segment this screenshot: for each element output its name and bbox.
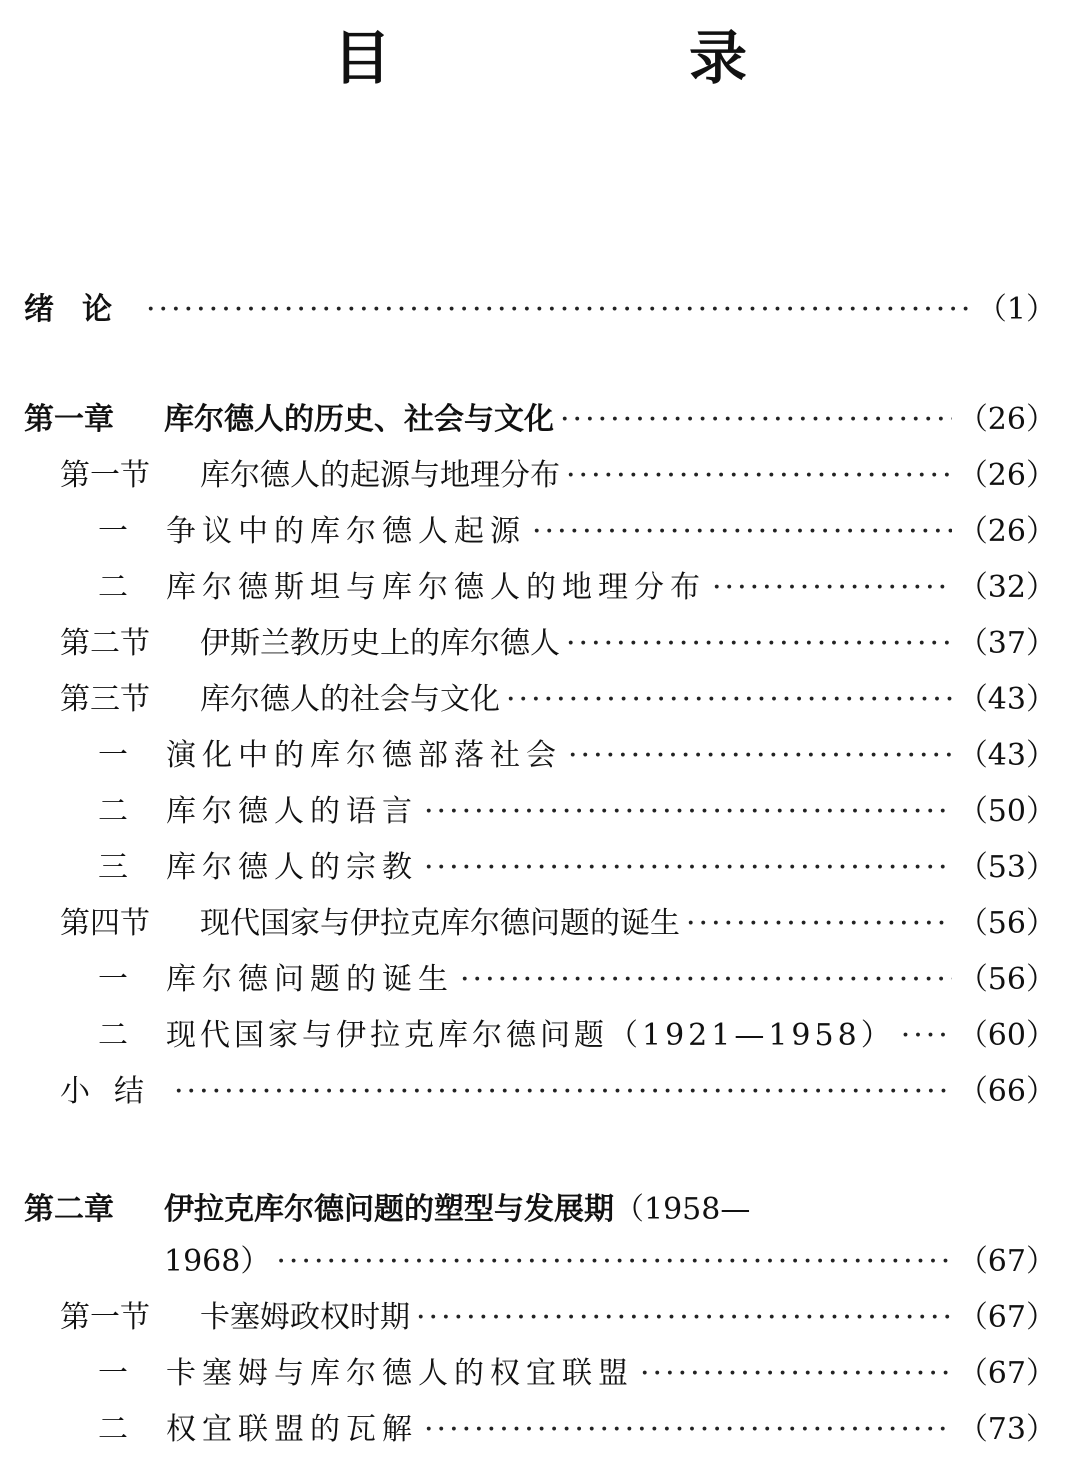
- toc-entry-number: 二: [98, 1412, 134, 1447]
- toc-entry-number: 二: [98, 1018, 132, 1053]
- toc-entry-title: 卡塞姆政权时期: [200, 1300, 410, 1335]
- toc-entry-page: （26）: [957, 458, 1056, 493]
- toc-entry-page: （26）: [957, 514, 1056, 549]
- toc-entry-page: （50）: [957, 794, 1056, 829]
- toc-entry-number: 一: [98, 1356, 134, 1391]
- toc-entry-chapter-2-cont: [0, 1236, 1080, 1288]
- toc-entry-number: 绪论: [24, 292, 140, 327]
- toc-leader-dots: [424, 842, 952, 894]
- toc-entry-page: （60）: [957, 1018, 1056, 1053]
- toc-entry-item: [0, 506, 1080, 558]
- toc-leader-dots: [416, 1292, 952, 1344]
- toc-entry-title: 库尔德人的历史、社会与文化: [164, 402, 554, 437]
- toc-entry-title: 库尔德问题的诞生: [166, 962, 454, 997]
- toc-entry-summary: [0, 1066, 1080, 1118]
- toc-leader-dots: [460, 954, 952, 1006]
- toc-entry-title: 卡塞姆与库尔德人的权宜联盟: [166, 1356, 634, 1391]
- toc-entry-title: 现代国家与伊拉克库尔德问题的诞生: [200, 906, 680, 941]
- toc-entry-title: 库尔德斯坦与库尔德人的地理分布: [166, 570, 706, 605]
- toc-entry-item: [0, 954, 1080, 1006]
- toc-leader-dots: [566, 450, 952, 502]
- toc-entry-number: 三: [98, 850, 134, 885]
- toc-entry-page: （67）: [957, 1356, 1056, 1391]
- toc-entry-page: （32）: [957, 570, 1056, 605]
- toc-entry-title: 伊拉克库尔德问题的塑型与发展期: [164, 1192, 614, 1227]
- toc-entry-title: 现代国家与伊拉克库尔德问题（1921—1958）: [166, 1018, 895, 1053]
- toc-leader-dots: [566, 618, 952, 670]
- toc-entry-page: （43）: [957, 682, 1056, 717]
- toc-entry-section-1-3: [0, 674, 1080, 726]
- toc-entry-page: （26）: [957, 402, 1056, 437]
- toc-leader-dots: [640, 1348, 952, 1400]
- toc-entry-number: 一: [98, 738, 134, 773]
- toc-entry-page: （67）: [957, 1300, 1056, 1335]
- toc-entry-number: 第二章: [24, 1192, 114, 1227]
- toc-leader-dots: [276, 1236, 951, 1288]
- toc-leader-dots: [532, 506, 952, 558]
- toc-entry-title: 伊斯兰教历史上的库尔德人: [200, 626, 560, 661]
- toc-entry-section-1-4: [0, 898, 1080, 950]
- toc-entry-page: （1）: [976, 292, 1056, 327]
- toc-leader-dots: [506, 674, 952, 726]
- toc-entry-number: 第四节: [60, 906, 150, 941]
- toc-entry-item: [0, 1010, 1080, 1062]
- toc-entry-chapter-1: [0, 394, 1080, 446]
- toc-entry-number: 小结: [60, 1074, 168, 1109]
- toc-leader-dots: [146, 284, 971, 336]
- toc-entry-page: （66）: [957, 1074, 1056, 1109]
- toc-entry-page: （56）: [957, 906, 1056, 941]
- toc-leader-dots: [424, 1404, 952, 1456]
- toc-entry-number: 第一节: [60, 1300, 150, 1335]
- toc-entry-number: 第一节: [60, 458, 150, 493]
- toc-leader-dots: [901, 1010, 952, 1062]
- toc-entry-item: [0, 786, 1080, 838]
- toc-entry-page: （37）: [957, 626, 1056, 661]
- toc-entry-section-2-1: [0, 1292, 1080, 1344]
- toc-entry-page: （56）: [957, 962, 1056, 997]
- toc-entry-number: 第一章: [24, 402, 114, 437]
- toc-entry-item: [0, 1404, 1080, 1456]
- toc-entry-section-1-2: [0, 618, 1080, 670]
- toc-entry-number: 一: [98, 962, 134, 997]
- toc-leader-dots: [424, 786, 952, 838]
- toc-leader-dots: [568, 730, 952, 782]
- toc-entry-item: [0, 842, 1080, 894]
- toc-entry-title: 争议中的库尔德人起源: [166, 514, 526, 549]
- toc-entry-title: 库尔德人的宗教: [166, 850, 418, 885]
- toc-leader-dots: [712, 562, 952, 614]
- toc-entry-item: [0, 1348, 1080, 1400]
- toc-entry-number: 二: [98, 794, 134, 829]
- toc-entry-page: （73）: [957, 1412, 1056, 1447]
- toc-entry-title: 演化中的库尔德部落社会: [166, 738, 562, 773]
- toc-entry-number: 第二节: [60, 626, 150, 661]
- toc-entry-title: 权宜联盟的瓦解: [166, 1412, 418, 1447]
- toc-entry-item: [0, 730, 1080, 782]
- toc-entry-number: 第三节: [60, 682, 150, 717]
- toc-entry-chapter-2-heading: [24, 1180, 1054, 1232]
- toc-entry-section-1-1: [0, 450, 1080, 502]
- toc-leader-dots: [174, 1066, 952, 1118]
- toc-entry-number: 二: [98, 570, 134, 605]
- toc-entry-page: （67）: [957, 1244, 1056, 1279]
- toc-entry-page: （53）: [957, 850, 1056, 885]
- toc-entry-number: 一: [98, 514, 134, 549]
- toc-leader-dots: [686, 898, 952, 950]
- toc-entry-intro: [0, 284, 1080, 336]
- toc-entry-title-years: （1958—: [614, 1192, 751, 1227]
- toc-entry-page: （43）: [957, 738, 1056, 773]
- toc-entry-title-cont: 1968）: [164, 1244, 271, 1279]
- toc-leader-dots: [560, 394, 952, 446]
- toc-entry-title: 库尔德人的语言: [166, 794, 418, 829]
- page-title: 目 录: [332, 24, 867, 92]
- toc-entry-title: 库尔德人的起源与地理分布: [200, 458, 560, 493]
- toc-entry-item: [0, 562, 1080, 614]
- toc-entry-title: 库尔德人的社会与文化: [200, 682, 500, 717]
